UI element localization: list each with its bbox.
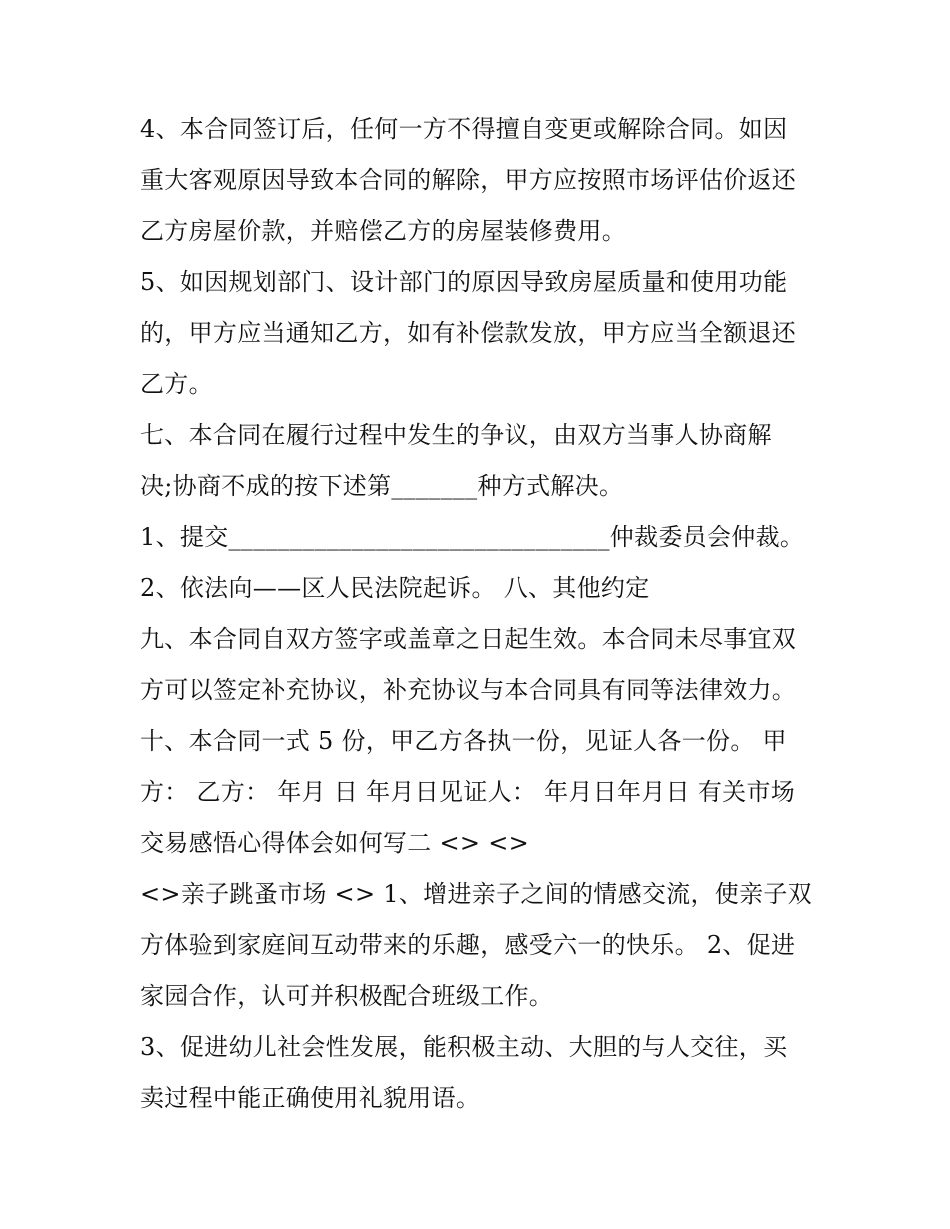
text-line: 十、本合同一式 5 份，甲乙方各执一份，见证人各一份。 甲 (140, 727, 787, 755)
text-line: 交易感悟心得体会如何写二 <> <> (140, 829, 530, 857)
text-line: 4、本合同签订后，任何一方不得擅自变更或解除合同。如因 (140, 115, 788, 143)
text-line: 乙方房屋价款，并赔偿乙方的房屋装修费用。 (140, 217, 626, 245)
text-line: 方可以签定补充协议，补充协议与本合同具有同等法律效力。 (140, 676, 797, 704)
text-line: 2、依法向——区人民法院起诉。 八、其他约定 (140, 574, 650, 602)
text-line: <>亲子跳蚤市场 <> 1、增进亲子之间的情感交流，使亲子双 (140, 880, 812, 908)
text-line: 重大客观原因导致本合同的解除，甲方应按照市场评估价返还 (140, 166, 797, 194)
document-body (140, 104, 830, 1124)
text-line: 的，甲方应当通知乙方，如有补偿款发放，甲方应当全额退还 (140, 319, 797, 347)
text-line: 决;协商不成的按下述第_______种方式解决。 (140, 472, 624, 500)
text-line: 家园合作，认可并积极配合班级工作。 (140, 982, 554, 1010)
text-line: 方： 乙方： 年月 日 年月日见证人： 年月日年月日 有关市场 (140, 778, 796, 806)
text-line: 卖过程中能正确使用礼貌用语。 (140, 1084, 481, 1112)
text-line: 九、本合同自双方签字或盖章之日起生效。本合同未尽事宜双 (140, 625, 797, 653)
text-line: 1、提交_______________________________仲裁委员会仲裁。 (140, 523, 805, 551)
text-line: 乙方。 (140, 370, 213, 398)
text-line: 5、如因规划部门、设计部门的原因导致房屋质量和使用功能 (140, 268, 788, 296)
text-line: 3、促进幼儿社会性发展，能积极主动、大胆的与人交往，买 (140, 1033, 788, 1061)
text-line: 七、本合同在履行过程中发生的争议，由双方当事人协商解 (140, 421, 772, 449)
text-line: 方体验到家庭间互动带来的乐趣，感受六一的快乐。 2、促进 (140, 931, 796, 959)
